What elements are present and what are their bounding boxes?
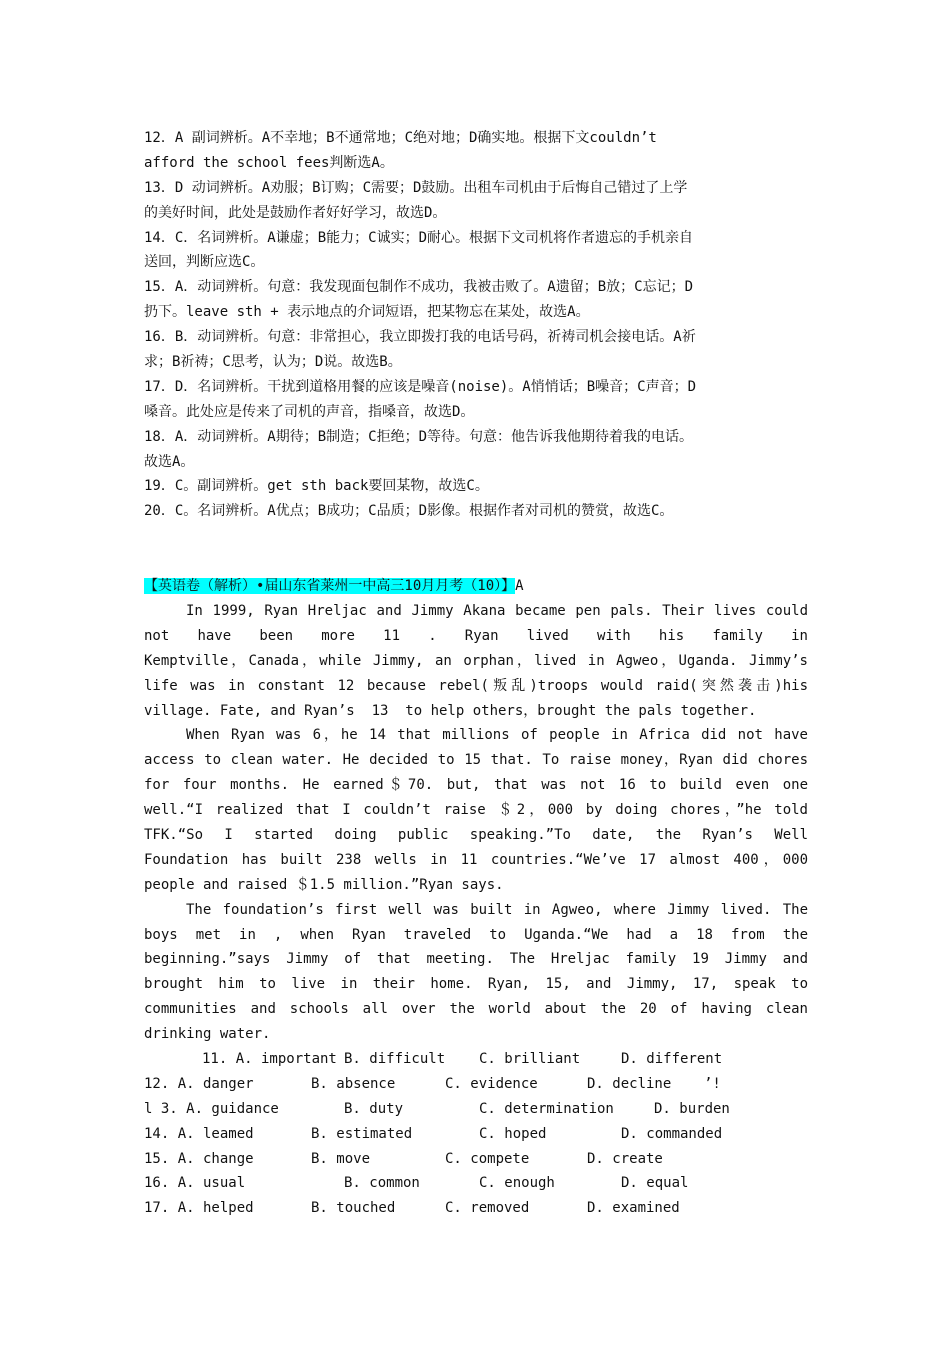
answer-18-line-2: 故选A。	[144, 453, 195, 470]
option-b: B. difficult	[344, 1050, 446, 1067]
option-d: D. examined	[587, 1200, 680, 1217]
answer-16-line-1: 16．B．动词辨析。句意：非常担心，我立即拨打我的电话号码，祈祷司机会接电话。A祈	[144, 329, 696, 346]
option-a: l 3. A. guidance	[144, 1100, 279, 1117]
option-d: D. burden	[654, 1100, 730, 1117]
passage-paragraph-2	[144, 723, 808, 897]
option-b: B. duty	[344, 1100, 404, 1117]
passage-line: village. Fate, and Ryan’s 13 to help others，brought the pals together.	[144, 702, 757, 719]
option-b: B. common	[344, 1175, 420, 1192]
answer-14-line-2: 送回，判断应选C。	[144, 254, 265, 271]
option-a: 14. A. leamed	[144, 1125, 254, 1142]
passage-line: well.“I realized that I couldn’t raise ＄2，000 by doing chores，”he told	[144, 802, 808, 819]
option-stray-mark: ’!	[704, 1075, 721, 1092]
answer-15-line-1: 15．A．动词辨析。句意：我发现面包制作不成功，我被击败了。A遗留；B放；C忘记；D	[144, 279, 693, 296]
passage-line: drinking water.	[144, 1026, 271, 1043]
answer-block	[144, 126, 808, 524]
answer-13-line-1: 13．D 动词辨析。A劝服；B订购；C需要；D鼓励。出租车司机由于后悔自己错过了上学	[144, 179, 688, 196]
options-block	[144, 1047, 808, 1221]
answer-17-line-2: 嗓音。此处应是传来了司机的声音，指嗓音，故选D。	[144, 403, 475, 420]
passage-line: people and raised ＄1.5 million.”Ryan says.	[144, 876, 504, 893]
answer-20-line-1: 20．C。名词辨析。A优点；B成功；C品质；D影像。根据作者对司机的赞赏，故选C。	[144, 503, 674, 520]
option-row-16	[144, 1171, 808, 1196]
option-a: 11. A. important	[202, 1050, 337, 1067]
option-a: 12. A. danger	[144, 1075, 254, 1092]
passage-paragraph-3	[144, 898, 808, 1047]
option-d: D. different	[621, 1050, 723, 1067]
option-c: C. compete	[445, 1150, 530, 1167]
option-c: C. hoped	[479, 1125, 547, 1142]
option-c: C. evidence	[445, 1075, 538, 1092]
section-header	[144, 574, 808, 599]
option-c: C. enough	[479, 1175, 555, 1192]
option-b: B. absence	[311, 1075, 396, 1092]
passage-line: for four months. He earned＄70. but, that was not 16 to build even one	[144, 777, 808, 794]
option-row-12	[144, 1072, 808, 1097]
option-c: C. brilliant	[479, 1050, 581, 1067]
option-a: 15. A. change	[144, 1150, 254, 1167]
option-d: D. equal	[621, 1175, 689, 1192]
passage-line: boys met in , when Ryan traveled to Uganda.“We had a 18 from the	[144, 926, 808, 943]
option-d: D. decline	[587, 1075, 672, 1092]
passage-line: brought him to live in their home. Ryan, 15, and Jimmy, 17, speak to	[144, 976, 808, 993]
answer-12-line-1: 12．A 副词辨析。A不幸地；B不通常地；C绝对地；D确实地。根据下文couldn’t	[144, 130, 657, 146]
option-a: 17. A. helped	[144, 1200, 254, 1217]
passage-line: not have been more 11 . Ryan lived with his family in	[144, 627, 808, 644]
passage-line: Foundation has built 238 wells in 11 countries.“We’ve 17 almost 400，000	[144, 851, 808, 868]
passage-line: TFK.“So I started doing public speaking.”To date, the Ryan’s Well	[144, 826, 808, 843]
passage-line: Kemptville，Canada，while Jimmy, an orphan，lived in Agweo，Uganda. Jimmy’s	[144, 652, 808, 669]
passage-line: access to clean water. He decided to 15 that. To raise money，Ryan did chores	[144, 752, 808, 769]
option-d: D. create	[587, 1150, 663, 1167]
option-row-11	[144, 1047, 808, 1072]
passage-line: life was in constant 12 because rebel(叛乱)troops would raid(突然袭击)his	[144, 677, 808, 694]
option-b: B. touched	[311, 1200, 396, 1217]
passage-paragraph-1	[144, 599, 808, 723]
option-row-14	[144, 1122, 808, 1147]
passage-line: When Ryan was 6，he 14 that millions of people in Africa did not have	[186, 727, 808, 744]
option-row-17	[144, 1196, 808, 1221]
section-gap	[144, 524, 808, 574]
answer-14-line-1: 14．C．名词辨析。A谦虚；B能力；C诚实；D耐心。根据下文司机将作者遗忘的手机亲自	[144, 229, 693, 246]
option-b: B. move	[311, 1150, 371, 1167]
passage-line: communities and schools all over the world about the 20 of having clean	[144, 1001, 808, 1018]
passage-line: The foundation’s first well was built in Agweo, where Jimmy lived. The	[186, 901, 808, 918]
passage-line: In 1999, Ryan Hreljac and Jimmy Akana became pen pals. Their lives could	[186, 602, 808, 619]
option-b: B. estimated	[311, 1125, 413, 1142]
section-title: 【英语卷（解析）•届山东省莱州一中高三10月月考（10）】	[144, 578, 516, 595]
option-c: C. removed	[445, 1200, 530, 1217]
option-row-15	[144, 1147, 808, 1172]
answer-13-line-2: 的美好时间，此处是鼓励作者好好学习，故选D。	[144, 204, 447, 221]
answer-16-line-2: 求；B祈祷；C思考，认为；D说。故选B。	[144, 354, 402, 371]
answer-12-line-2: afford the school fees判断选A。	[144, 154, 394, 171]
section-suffix: A	[515, 578, 524, 595]
answer-15-line-2: 扔下。leave sth + 表示地点的介词短语，把某物忘在某处，故选A。	[144, 304, 590, 321]
option-c: C. determination	[479, 1100, 614, 1117]
option-d: D. commanded	[621, 1125, 723, 1142]
document-content	[144, 126, 808, 1221]
answer-18-line-1: 18．A．动词辨析。A期待；B制造；C拒绝；D等待。句意：他告诉我他期待着我的电话。	[144, 428, 693, 445]
answer-19-line-1: 19．C。副词辨析。get sth back要回某物，故选C。	[144, 478, 489, 495]
passage-line: beginning.”says Jimmy of that meeting. The Hreljac family 19 Jimmy and	[144, 951, 808, 968]
answer-17-line-1: 17．D．名词辨析。干扰到道格用餐的应该是噪音(noise)。A悄悄话；B噪音；C声音；D	[144, 378, 697, 395]
option-row-13	[144, 1097, 808, 1122]
option-a: 16. A. usual	[144, 1175, 246, 1192]
